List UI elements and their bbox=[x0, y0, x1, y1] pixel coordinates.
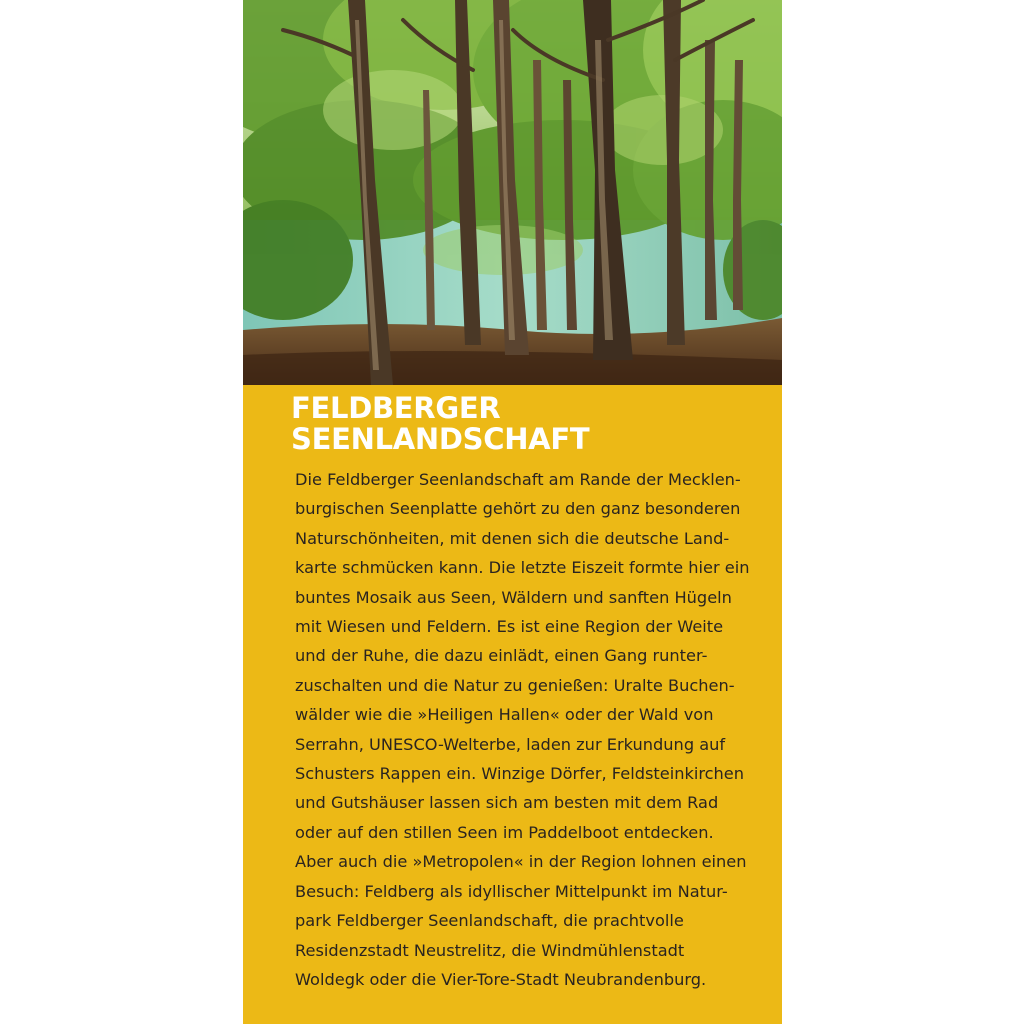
body-paragraph bbox=[295, 465, 765, 994]
title-line-1: FELDBERGER bbox=[291, 391, 501, 425]
body-line: zuschalten und die Natur zu genießen: Uralte Buchen- bbox=[295, 675, 735, 695]
body-line: Besuch: Feldberg als idyllischer Mittelpunkt im Natur- bbox=[295, 881, 728, 901]
body-line: Naturschönheiten, mit denen sich die deutsche Land- bbox=[295, 528, 730, 548]
body-line: mit Wiesen und Feldern. Es ist eine Region der Weite bbox=[295, 617, 724, 637]
title-line-2: SEENLANDSCHAFT bbox=[291, 422, 590, 456]
body-line: und Gutshäuser lassen sich am besten mit dem Rad bbox=[295, 793, 719, 813]
body-line: und der Ruhe, die dazu einlädt, einen Gang runter- bbox=[295, 646, 708, 666]
body-line: Schusters Rappen ein. Winzige Dörfer, Feldsteinkirchen bbox=[295, 764, 745, 784]
body-line: karte schmücken kann. Die letzte Eiszeit formte hier ein bbox=[295, 558, 750, 578]
body-line: Aber auch die »Metropolen« in der Region lohnen einen bbox=[295, 852, 747, 872]
body-line: wälder wie die »Heiligen Hallen« oder der Wald von bbox=[295, 705, 714, 725]
body-line: park Feldberger Seenlandschaft, die prachtvolle bbox=[295, 911, 684, 931]
body-line: oder auf den stillen Seen im Paddelboot entdecken. bbox=[295, 822, 714, 842]
forest-lake-photo bbox=[243, 0, 782, 385]
body-line: Woldegk oder die Vier-Tore-Stadt Neubrandenburg. bbox=[295, 969, 707, 989]
body-line: Serrahn, UNESCO-Welterbe, laden zur Erkundung auf bbox=[295, 734, 726, 754]
body-line: burgischen Seenplatte gehört zu den ganz besonderen bbox=[295, 499, 741, 519]
body-line: Residenzstadt Neustrelitz, die Windmühlenstadt bbox=[295, 940, 685, 960]
body-line: buntes Mosaik aus Seen, Wäldern und sanften Hügeln bbox=[295, 587, 732, 607]
guidebook-page bbox=[243, 0, 782, 1024]
section-title bbox=[291, 393, 589, 455]
text-panel bbox=[243, 385, 782, 1024]
body-line: Die Feldberger Seenlandschaft am Rande der Mecklen- bbox=[295, 470, 741, 489]
